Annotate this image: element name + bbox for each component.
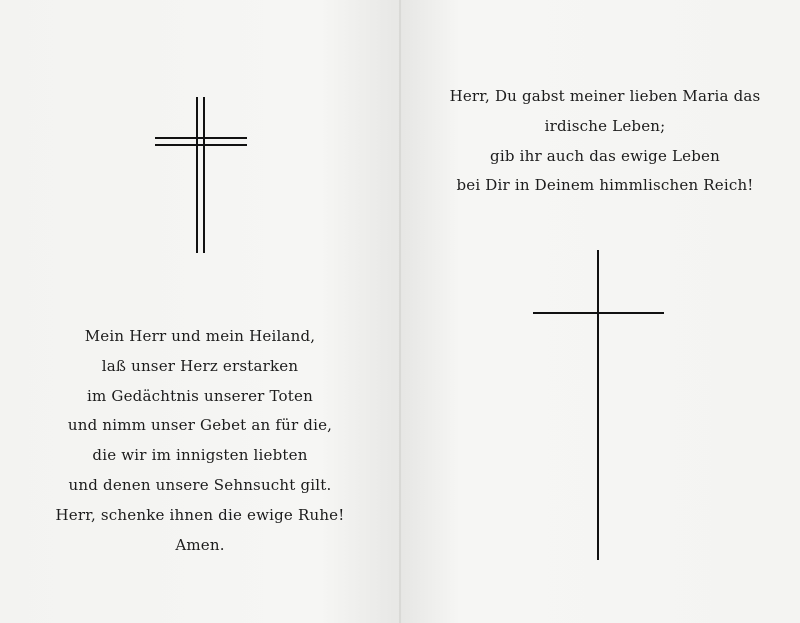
- prayer-line: Herr, schenke ihnen die ewige Ruhe!: [55, 505, 345, 524]
- card-fold: [399, 0, 401, 623]
- prayer-line: gib ihr auch das ewige Leben: [490, 146, 720, 165]
- prayer-line: bei Dir in Deinem himmlischen Reich!: [456, 176, 754, 195]
- prayer-line: irdische Leben;: [544, 116, 666, 135]
- prayer-line: laß unser Herz erstarken: [101, 356, 299, 375]
- right-prayer: [430, 82, 780, 201]
- prayer-line: Mein Herr und mein Heiland,: [84, 327, 316, 345]
- prayer-line: im Gedächtnis unserer Toten: [87, 386, 313, 405]
- prayer-line: Herr, Du gabst meiner lieben Maria das: [449, 87, 761, 105]
- prayer-line: Amen.: [175, 535, 225, 554]
- prayer-line: und nimm unser Gebet an für die,: [67, 416, 333, 435]
- double-line-cross-icon: [155, 97, 247, 253]
- right-page: [400, 0, 800, 623]
- prayer-line: die wir im innigsten liebten: [92, 446, 308, 465]
- left-prayer: [40, 322, 360, 560]
- single-line-cross-icon: [533, 250, 664, 560]
- prayer-line: und denen unsere Sehnsucht gilt.: [68, 475, 332, 494]
